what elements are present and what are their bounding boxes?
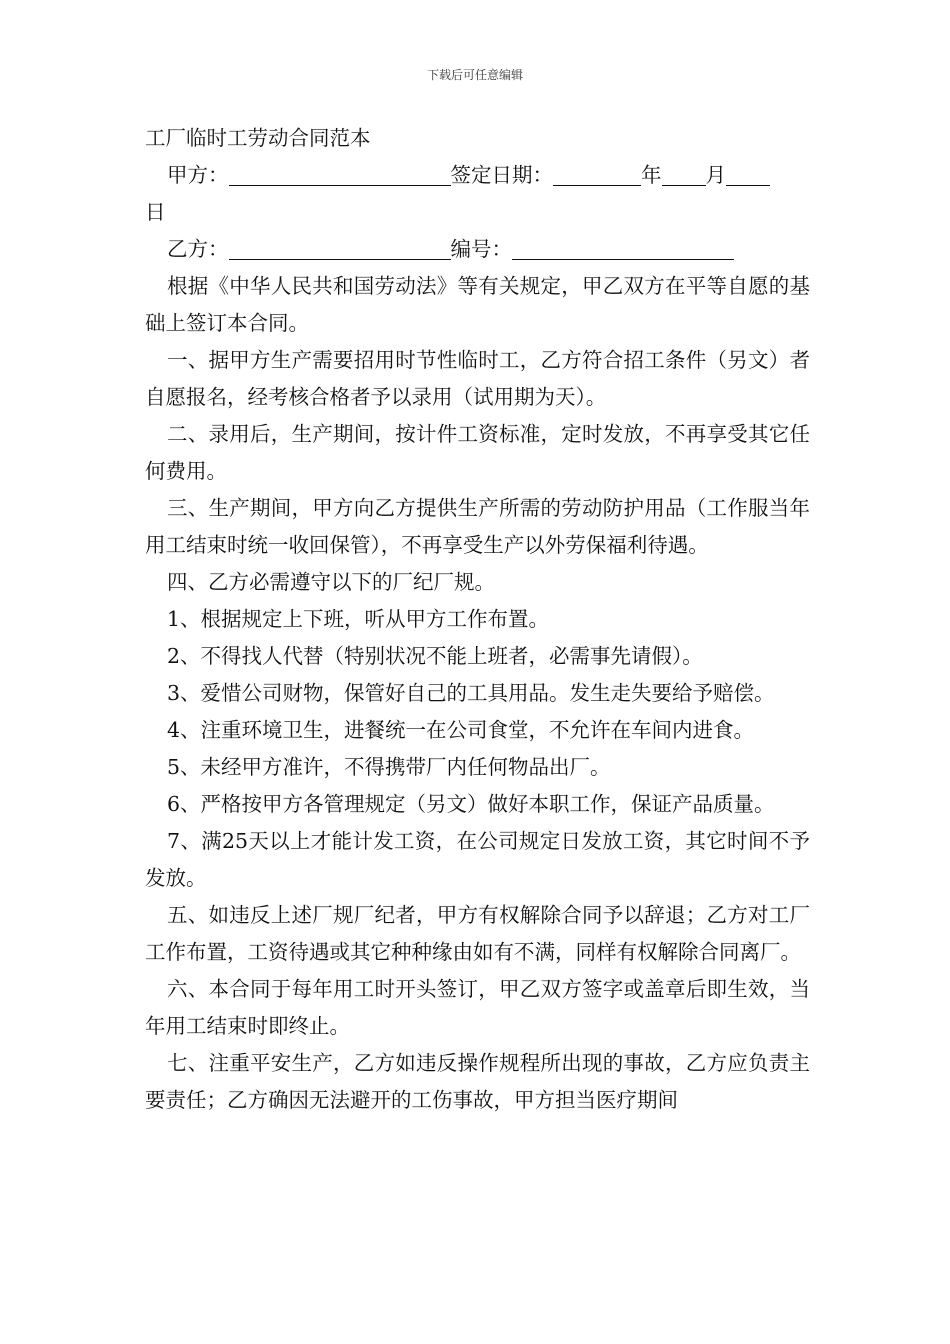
party-b-blank (229, 235, 451, 260)
day-label: 日 (145, 200, 166, 224)
number-blank (512, 235, 734, 260)
party-a-blank (229, 161, 451, 186)
rule-item-7: 7、满25天以上才能计发工资，在公司规定日发放工资，其它时间不予发放。 (145, 829, 810, 890)
header-note: 下载后可任意编辑 (426, 68, 523, 82)
number-label: 编号： (450, 237, 512, 261)
paragraph-preamble: 根据《中华人民共和国劳动法》等有关规定，甲乙双方在平等自愿的基础上签订本合同。 (145, 274, 810, 335)
month-label: 月 (705, 163, 726, 187)
sign-date-year-blank (553, 161, 641, 186)
party-a-line (145, 157, 810, 194)
contract-body (145, 120, 810, 1119)
paragraph-clause-3: 三、生产期间，甲方向乙方提供生产所需的劳动防护用品（工作服当年用工结束时统一收回保管），不再享受生产以外劳保福利待遇。 (145, 496, 810, 557)
paragraph-clause-7: 七、注重平安生产，乙方如违反操作规程所出现的事故，乙方应负责主要责任；乙方确因无法避开的工伤事故，甲方担当医疗期间 (145, 1051, 810, 1112)
document-title: 工厂临时工劳动合同范本 (145, 126, 371, 150)
paragraph-clause-1: 一、据甲方生产需要招用时节性临时工，乙方符合招工条件（另文）者自愿报名，经考核合格者予以录用（试用期为天）。 (145, 348, 810, 409)
rule-item-4: 4、注重环境卫生，进餐统一在公司食堂，不允许在车间内进食。 (167, 718, 755, 742)
rule-item-5: 5、未经甲方准许，不得携带厂内任何物品出厂。 (167, 755, 611, 779)
party-b-line (145, 231, 810, 268)
year-label: 年 (641, 163, 662, 187)
sign-date-label: 签定日期： (450, 163, 553, 187)
rule-item-6: 6、严格按甲方各管理规定（另文）做好本职工作，保证产品质量。 (167, 792, 775, 816)
party-a-label: 甲方： (167, 163, 229, 187)
rule-item-2: 2、不得找人代替（特别状况不能上班者，必需事先请假）。 (167, 644, 703, 668)
paragraph-clause-6: 六、本合同于每年用工时开头签订，甲乙双方签字或盖章后即生效，当年用工结束时即终止。 (145, 977, 810, 1038)
rule-item-1: 1、根据规定上下班，听从甲方工作布置。 (167, 607, 550, 631)
rule-item-3: 3、爱惜公司财物，保管好自己的工具用品。发生走失要给予赔偿。 (167, 681, 775, 705)
paragraph-clause-5: 五、如违反上述厂规厂纪者，甲方有权解除合同予以辞退；乙方对工厂工作布置，工资待遇或其它种种缘由如有不满，同样有权解除合同离厂。 (145, 903, 810, 964)
paragraph-clause-2: 二、录用后，生产期间，按计件工资标准，定时发放，不再享受其它任何费用。 (145, 422, 810, 483)
sign-date-month-blank (662, 161, 706, 186)
paragraph-clause-4: 四、乙方必需遵守以下的厂纪厂规。 (167, 570, 495, 594)
sign-date-day-blank (726, 161, 770, 186)
party-b-label: 乙方： (167, 237, 229, 261)
